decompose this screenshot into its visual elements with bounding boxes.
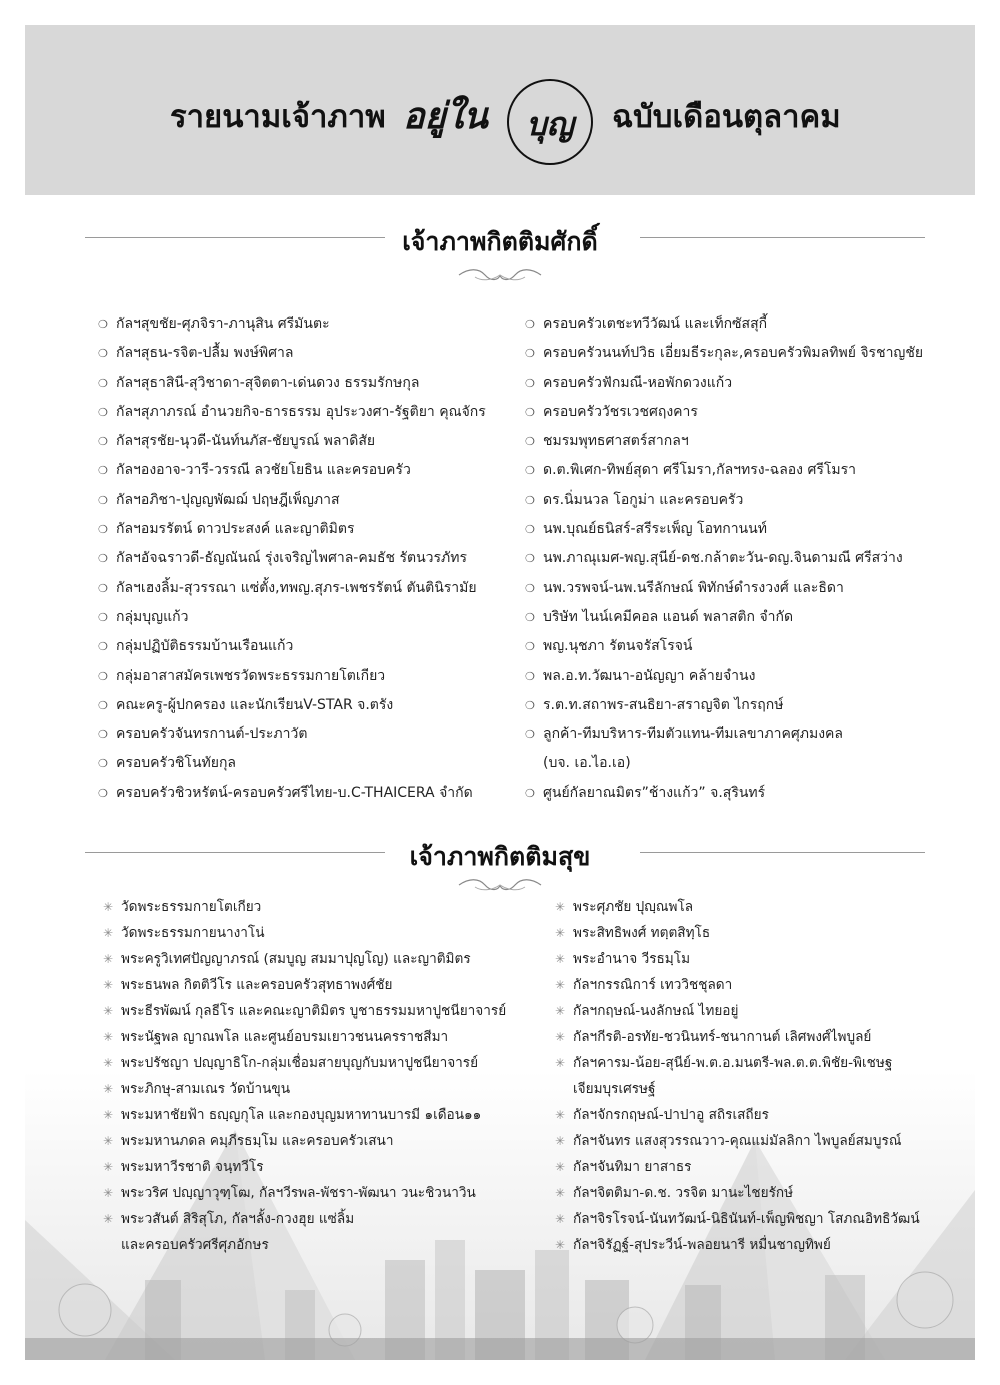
circle-bullet-icon: ❍ — [525, 669, 535, 683]
list-item — [555, 946, 920, 972]
list-item — [555, 1180, 920, 1206]
section1-title: เจ้าภาพกิตติมศักดิ์ — [402, 227, 598, 256]
list-item-text: กัลฯสุขชัย-ศุภจิรา-ภานุสิน ศรีมันตะ — [116, 316, 330, 332]
list-item — [525, 603, 923, 632]
list-item-text: พระภิกษุ-สามเณร วัดบ้านขุน — [121, 1081, 290, 1097]
section2-right-list — [555, 894, 920, 1258]
asterisk-bullet-icon: ✳ — [555, 978, 566, 992]
list-item-text: กัลฯสุธาสินี-สุวิชาดา-สุจิตตา-เด่นดวง ธรรมรักษกุล — [116, 374, 420, 391]
list-item — [525, 662, 923, 691]
section1-right-list — [525, 310, 923, 808]
list-item-text: กลุ่มอาสาสมัครเพชรวัดพระธรรมกายโตเกียว — [116, 667, 386, 684]
circle-bullet-icon: ❍ — [525, 786, 535, 800]
list-item — [98, 691, 486, 720]
list-item-text: พระนัฐพล ญาณพโล และศูนย์อบรมเยาวชนนครราชสีมา — [121, 1029, 449, 1045]
list-item-text: พระมหานภดล คมฺภีรธมฺโม และครอบครัวเสนา — [121, 1133, 394, 1149]
asterisk-bullet-icon: ✳ — [103, 1108, 114, 1122]
asterisk-bullet-icon: ✳ — [103, 926, 114, 940]
list-item — [98, 339, 486, 368]
list-item-continuation: (บจ. เอ.ไอ.เอ) — [543, 755, 631, 772]
list-item — [525, 779, 923, 808]
list-item — [98, 310, 486, 339]
list-item — [555, 1232, 920, 1258]
list-item-text: กัลฯจิตติมา-ด.ช. วรจิต มานะไชยรักษ์ — [573, 1185, 794, 1201]
list-item-text: ชมรมพุทธศาสตร์สากลฯ — [543, 433, 689, 450]
list-item-text: พระอำนาจ วีรธมฺโม — [573, 951, 691, 967]
list-item — [98, 486, 486, 515]
list-item-text: ครอบครัวฟักมณี-หอพักดวงแก้ว — [543, 374, 733, 391]
list-item-text: กัลฯคารม-น้อย-สุนีย์-พ.ต.อ.มนตรี-พล.ต.ต.พิชัย-พิเชษฐ — [573, 1055, 893, 1071]
list-item-text: ลูกค้า-ทีมบริหาร-ทีมตัวแทน-ทีมเลขาภาคศุภมงคล — [543, 726, 843, 743]
section2-rule-right — [640, 852, 925, 853]
list-item-text: กัลฯจิรัฏฐ์-สุประวีน์-พลอยนารี หมื่นชาญทิพย์ — [573, 1237, 831, 1253]
circle-bullet-icon: ❍ — [525, 552, 535, 566]
list-item-text: พระมหาชัยฟ้า ธญฺญกุโล และกองบุญมหาทานบารมี ๑เดือน๑๑ — [121, 1107, 482, 1123]
list-item — [525, 398, 923, 427]
circle-bullet-icon: ❍ — [98, 640, 108, 654]
asterisk-bullet-icon: ✳ — [555, 952, 566, 966]
section1-rule-right — [640, 237, 925, 238]
list-item-text: กัลฯอมรรัตน์ ดาวประสงค์ และญาติมิตร — [116, 521, 355, 538]
logo-script-text: อยู่ใน — [403, 95, 488, 137]
list-item-text: พระสิทธิพงศ์ ทตฺตสิทฺโธ — [573, 925, 711, 941]
list-item — [555, 972, 920, 998]
list-item-text: ครอบครัววัชรเวชศฤงคาร — [543, 403, 698, 420]
list-item-continuation: เจียมบุรเศรษฐ์ — [573, 1081, 656, 1097]
list-item-text: ครอบครัวนนท์ปวิธ เอี่ยมธีระกุละ,ครอบครัวพิมลทิพย์ จิรชาญชัย — [543, 345, 924, 362]
list-item-text: ร.ต.ท.สถาพร-สนธิยา-สราญจิต ไกรฤกษ์ — [543, 696, 784, 713]
list-item-text: กัลฯองอาจ-วารี-วรรณี ลวชัยโยธิน และครอบครัว — [116, 462, 411, 479]
list-item — [98, 544, 486, 573]
list-item-text: ด.ต.พิเศก-ทิพย์สุดา ศรีโมรา,กัลฯทรง-ฉลอง ศรีโมรา — [543, 462, 857, 479]
list-item — [555, 1024, 920, 1050]
list-item — [98, 574, 486, 603]
list-item-text: ศูนย์กัลยาณมิตร”ช้างแก้ว” จ.สุรินทร์ — [543, 784, 766, 801]
list-item-text: วัดพระธรรมกายโตเกียว — [121, 899, 262, 915]
asterisk-bullet-icon: ✳ — [555, 1134, 566, 1148]
asterisk-bullet-icon: ✳ — [103, 1186, 114, 1200]
asterisk-bullet-icon: ✳ — [555, 1238, 566, 1252]
list-item — [103, 972, 506, 998]
list-item-text: กัลฯกฤษณ์-นงลักษณ์ ไทยอยู่ — [573, 1003, 739, 1019]
circle-bullet-icon: ❍ — [525, 728, 535, 742]
list-item-text: กัลฯจันทร แสงสุวรรณวาว-คุณแม่มัลลิกา ไพบูลย์สมบูรณ์ — [573, 1133, 902, 1149]
asterisk-bullet-icon: ✳ — [555, 926, 566, 940]
circle-bullet-icon: ❍ — [525, 581, 535, 595]
list-item — [98, 720, 486, 749]
list-item — [103, 1102, 506, 1128]
asterisk-bullet-icon: ✳ — [555, 1056, 566, 1070]
list-item — [98, 515, 486, 544]
list-item — [98, 369, 486, 398]
circle-bullet-icon: ❍ — [98, 464, 108, 478]
list-item-text: กลุ่มบุญแก้ว — [116, 608, 189, 625]
circle-bullet-icon: ❍ — [98, 698, 108, 712]
asterisk-bullet-icon: ✳ — [103, 1160, 114, 1174]
list-item — [98, 603, 486, 632]
list-item — [103, 998, 506, 1024]
list-item — [98, 427, 486, 456]
circle-bullet-icon: ❍ — [525, 405, 535, 419]
list-item — [525, 310, 923, 339]
list-item-text: นพ.วรพจน์-นพ.นรีลักษณ์ พิทักษ์ดำรงวงศ์ และธิดา — [543, 579, 844, 596]
list-item-text: ครอบครัวชิโนทัยกุล — [116, 755, 237, 772]
asterisk-bullet-icon: ✳ — [103, 952, 114, 966]
list-item-text: กัลฯกรรณิการ์ เทววิชชุลดา — [573, 977, 733, 993]
list-item — [525, 720, 923, 779]
asterisk-bullet-icon: ✳ — [103, 1212, 114, 1226]
list-item-text: ครอบครัวจันทรกานต์-ประภาวัต — [116, 726, 308, 743]
logo-circle-text: บุญ — [526, 105, 574, 143]
asterisk-bullet-icon: ✳ — [555, 1212, 566, 1226]
circle-bullet-icon: ❍ — [525, 435, 535, 449]
list-item — [98, 662, 486, 691]
circle-bullet-icon: ❍ — [98, 376, 108, 390]
list-item-text: กัลฯสุธน-รจิต-ปลื้ม พงษ์พิศาล — [116, 345, 294, 362]
list-item-text: กัลฯอภิชา-ปุญญพัฒฌ์ ปฤษฎีเพ็ญภาส — [116, 491, 340, 508]
circle-bullet-icon: ❍ — [98, 757, 108, 771]
list-item — [103, 1050, 506, 1076]
circle-bullet-icon: ❍ — [98, 786, 108, 800]
list-item — [525, 515, 923, 544]
list-item-text: พญ.นุชภา รัตนจรัสโรจน์ — [543, 638, 693, 655]
list-item-text: พระปรัชญา ปญฺญาธิโก-กลุ่มเชื่อมสายบุญกับมหาปูชนียาจารย์ — [121, 1055, 479, 1071]
list-item-text: กัลฯสุรชัย-นุวดี-นันท์นภัส-ชัยบูรณ์ พลาดิสัย — [116, 433, 376, 450]
list-item-text: พระครูวิเทศปัญญาภรณ์ (สมบูญ สมมาปุญโญ) และญาติมิตร — [121, 951, 471, 967]
asterisk-bullet-icon: ✳ — [103, 1030, 114, 1044]
circle-bullet-icon: ❍ — [525, 376, 535, 390]
list-item — [103, 894, 506, 920]
section1-left-list — [98, 310, 486, 808]
circle-bullet-icon: ❍ — [98, 347, 108, 361]
list-item — [555, 920, 920, 946]
list-item — [103, 1180, 506, 1206]
section1-ornament-icon — [455, 268, 545, 282]
asterisk-bullet-icon: ✳ — [555, 1030, 566, 1044]
list-item — [525, 632, 923, 661]
asterisk-bullet-icon: ✳ — [103, 1056, 114, 1070]
list-item-text: พล.อ.ท.วัฒนา-อนัญญา คล้ายจำนง — [543, 667, 756, 684]
list-item-text: พระธนพล กิตติวีโร และครอบครัวสุทธาพงศ์ชัย — [121, 977, 393, 993]
list-item — [555, 1206, 920, 1232]
list-item — [555, 894, 920, 920]
list-item-text: ครอบครัวชิวหรัตน์-ครอบครัวศรีไทย-บ.C-THAICERA จำกัด — [116, 784, 473, 801]
list-item-text: กัลฯสุภาภรณ์ อำนวยกิจ-ธารธรรม อุประวงศา-รัฐติยา คุณจักร — [116, 403, 486, 420]
header-banner — [25, 25, 975, 195]
header-title-suffix: ฉบับเดือนตุลาคม — [612, 99, 841, 135]
list-item — [525, 691, 923, 720]
list-item-text: คณะครู-ผู้ปกครอง และนักเรียนV-STAR จ.ตรัง — [116, 696, 394, 713]
asterisk-bullet-icon: ✳ — [103, 1004, 114, 1018]
list-item — [525, 427, 923, 456]
list-item — [98, 632, 486, 661]
list-item — [555, 1102, 920, 1128]
list-item — [555, 1050, 920, 1102]
asterisk-bullet-icon: ✳ — [555, 1186, 566, 1200]
list-item — [555, 998, 920, 1024]
page — [25, 25, 975, 1360]
circle-bullet-icon: ❍ — [98, 405, 108, 419]
list-item-text: พระวสันต์ สิริสุโภ, กัลฯลั้ง-กวงฮุย แซ่ลิ้ม — [121, 1211, 355, 1227]
list-item — [525, 544, 923, 573]
list-item — [525, 486, 923, 515]
list-item — [98, 398, 486, 427]
list-item — [103, 946, 506, 972]
list-item — [98, 749, 486, 778]
list-item-continuation: และครอบครัวศรีศุภอักษร — [121, 1237, 269, 1253]
circle-bullet-icon: ❍ — [98, 610, 108, 624]
circle-bullet-icon: ❍ — [98, 493, 108, 507]
list-item-text: นพ.บุณย์ธนิสร์-สรีระเพ็ญ โอทกานนท์ — [543, 521, 767, 538]
asterisk-bullet-icon: ✳ — [103, 978, 114, 992]
circle-bullet-icon: ❍ — [525, 523, 535, 537]
circle-bullet-icon: ❍ — [98, 552, 108, 566]
circle-bullet-icon: ❍ — [98, 581, 108, 595]
list-item — [103, 1024, 506, 1050]
list-item — [98, 456, 486, 485]
list-item-text: ดร.นิ่มนวล โอกูม่า และครอบครัว — [543, 491, 744, 508]
list-item-text: พระธีรพัฒน์ กุลธีโร และคณะญาติมิตร บูชาธรรมมหาปูชนียาจารย์ — [121, 1003, 507, 1019]
list-item — [525, 339, 923, 368]
asterisk-bullet-icon: ✳ — [555, 1160, 566, 1174]
list-item-text: บริษัท ไนน์เคมีคอล แอนด์ พลาสติก จำกัด — [543, 608, 794, 625]
asterisk-bullet-icon: ✳ — [555, 1004, 566, 1018]
list-item-text: วัดพระธรรมกายนางาโน่ — [121, 925, 265, 941]
circle-bullet-icon: ❍ — [98, 523, 108, 537]
section2-left-list — [103, 894, 506, 1258]
circle-bullet-icon: ❍ — [525, 318, 535, 331]
section2-ornament-icon — [455, 878, 545, 892]
list-item-text: กัลฯกีรติ-อรทัย-ชวนินทร์-ชนากานต์ เลิศพงศ์ไพบูลย์ — [573, 1029, 872, 1045]
circle-bullet-icon: ❍ — [525, 698, 535, 712]
asterisk-bullet-icon: ✳ — [103, 1134, 114, 1148]
logo-circle — [507, 79, 593, 165]
list-item — [525, 456, 923, 485]
list-item — [103, 1128, 506, 1154]
list-item — [525, 369, 923, 398]
asterisk-bullet-icon: ✳ — [555, 900, 566, 914]
circle-bullet-icon: ❍ — [525, 464, 535, 478]
circle-bullet-icon: ❍ — [525, 347, 535, 361]
list-item — [103, 1206, 506, 1258]
asterisk-bullet-icon: ✳ — [555, 1108, 566, 1122]
list-item-text: กัลฯจักรกฤษณ์-ปาปาอู สถิรเสถียร — [573, 1107, 769, 1123]
list-item-text: ครอบครัวเตชะทวีวัฒน์ และเท็กซัสสุกี้ — [543, 316, 768, 332]
list-item-text: กัลฯจันทิมา ยาสาธร — [573, 1159, 692, 1175]
list-item — [555, 1128, 920, 1154]
header-title-prefix: รายนามเจ้าภาพ — [170, 99, 386, 135]
circle-bullet-icon: ❍ — [525, 493, 535, 507]
section2-title: เจ้าภาพกิตติมสุข — [409, 842, 591, 871]
list-item-text: พระวริศ ปญฺญาวุฑฺโฒ, กัลฯวีรพล-พัชรา-พัฒนา วนะชิวนาวิน — [121, 1185, 476, 1201]
asterisk-bullet-icon: ✳ — [103, 900, 114, 914]
circle-bullet-icon: ❍ — [98, 435, 108, 449]
list-item — [103, 1154, 506, 1180]
list-item — [555, 1154, 920, 1180]
asterisk-bullet-icon: ✳ — [103, 1082, 114, 1096]
circle-bullet-icon: ❍ — [98, 669, 108, 683]
circle-bullet-icon: ❍ — [525, 640, 535, 654]
list-item — [103, 1076, 506, 1102]
circle-bullet-icon: ❍ — [98, 728, 108, 742]
circle-bullet-icon: ❍ — [525, 610, 535, 624]
list-item — [103, 920, 506, 946]
list-item-text: พระศุภชัย ปุญฺณพโล — [573, 899, 694, 915]
list-item-text: กัลฯเฮงลิ้ม-สุวรรณา แซ่ตั้ง,ทพญ.สุภร-เพชรรัตน์ ตันตินิรามัย — [116, 579, 477, 596]
list-item-text: กัลฯอัจฉราวดี-ธัญณันณ์ รุ่งเจริญไพศาล-คมธัช รัตนวรภัทร — [116, 550, 467, 567]
list-item-text: กัลฯจิรโรจน์-นันทวัฒน์-นิธินันท์-เพ็ญพิชญา โสภณอิทธิวัฒน์ — [573, 1211, 920, 1227]
list-item — [98, 779, 486, 808]
list-item-text: กลุ่มปฏิบัติธรรมบ้านเรือนแก้ว — [116, 638, 294, 655]
list-item-text: นพ.ภาณุเมศ-พญ.สุนีย์-ดช.กล้าตะวัน-ดญ.จินดามณี ศรีสว่าง — [543, 550, 903, 567]
list-item-text: พระมหาวีรชาติ จนฺทวีโร — [121, 1159, 264, 1175]
list-item — [525, 574, 923, 603]
circle-bullet-icon: ❍ — [98, 318, 108, 331]
